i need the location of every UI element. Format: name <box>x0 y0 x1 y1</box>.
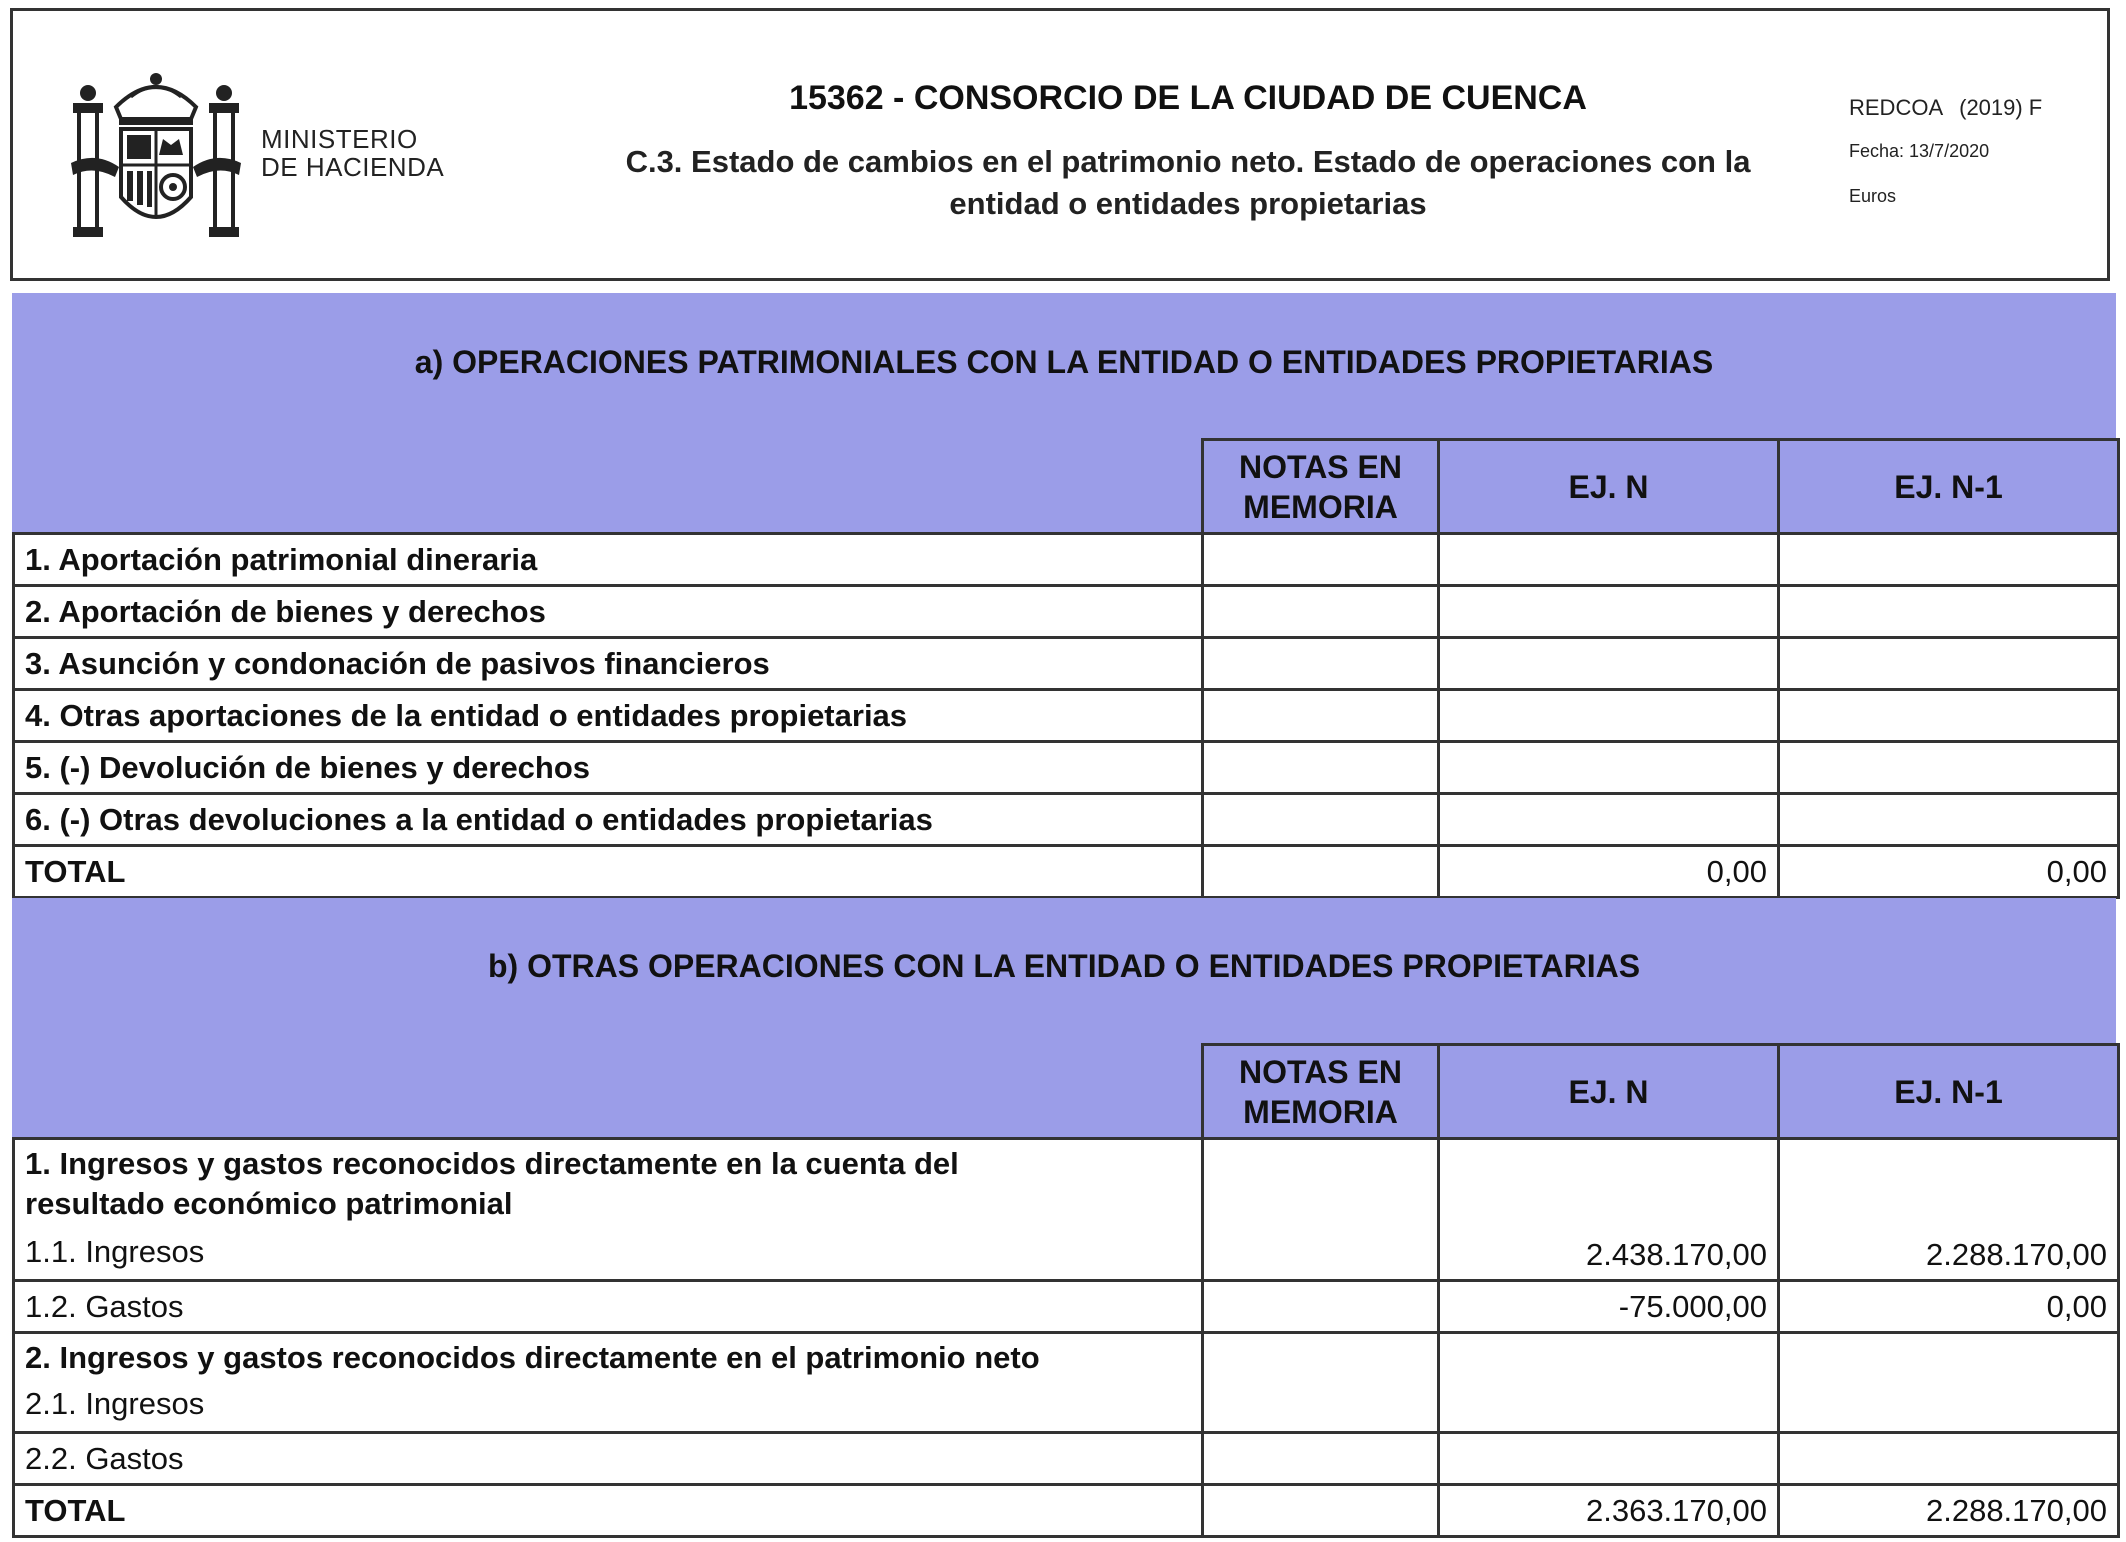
previous-year-column-header: EJ. N-1 <box>1779 440 2119 534</box>
notes-cell <box>1203 1333 1439 1433</box>
notes-cell <box>1203 1139 1439 1281</box>
notes-cell <box>1203 846 1439 898</box>
section-a-table <box>12 438 2120 899</box>
notes-cell <box>1203 1281 1439 1333</box>
current-year-cell <box>1439 794 1779 846</box>
label-column-header <box>14 1045 1203 1139</box>
row-label: 5. (-) Devolución de bienes y derechos <box>14 742 1203 794</box>
notes-column-header <box>1203 440 1439 534</box>
previous-year-cell <box>1779 1333 2119 1433</box>
ministry-name <box>261 125 444 181</box>
previous-year-cell: 2.288.170,00 <box>1779 1139 2119 1281</box>
ministry-line2: DE HACIENDA <box>261 152 445 182</box>
previous-year-column-header: EJ. N-1 <box>1779 1045 2119 1139</box>
group2-label: 2. Ingresos y gastos reconocidos directamente en el patrimonio neto <box>25 1340 1040 1375</box>
table-row <box>14 690 2119 742</box>
table-row <box>14 1139 2119 1281</box>
current-year-cell: -75.000,00 <box>1439 1281 1779 1333</box>
current-year-cell <box>1439 1433 1779 1485</box>
current-year-cell: 2.363.170,00 <box>1439 1485 1779 1537</box>
row-label: TOTAL <box>14 846 1203 898</box>
ministry-line1: MINISTERIO <box>261 124 418 154</box>
section-b-title: b) OTRAS OPERACIONES CON LA ENTIDAD O ENTIDADES PROPIETARIAS <box>487 948 1641 984</box>
notes-header-line1: NOTAS EN <box>1239 448 1402 485</box>
notes-header-line1: NOTAS EN <box>1239 1053 1402 1090</box>
previous-year-cell: 2.288.170,00 <box>1779 1485 2119 1537</box>
previous-year-cell <box>1779 534 2119 586</box>
report-flag: F <box>2028 95 2043 120</box>
group1-label-line1: 1. Ingresos y gastos reconocidos directamente en la cuenta del <box>25 1146 959 1181</box>
total-row <box>14 846 2119 898</box>
previous-year-cell: 0,00 <box>1779 1281 2119 1333</box>
notes-cell <box>1203 690 1439 742</box>
row-label <box>14 1139 1203 1281</box>
statement-title-line2: entidad o entidades propietarias <box>949 186 1427 221</box>
row-label: 4. Otras aportaciones de la entidad o entidades propietarias <box>14 690 1203 742</box>
current-year-cell <box>1439 534 1779 586</box>
current-year-cell <box>1439 586 1779 638</box>
notes-cell <box>1203 1485 1439 1537</box>
row-label: 2. Aportación de bienes y derechos <box>14 586 1203 638</box>
current-year-cell: 2.438.170,00 <box>1439 1139 1779 1281</box>
previous-year-cell <box>1779 690 2119 742</box>
current-year-cell <box>1439 638 1779 690</box>
current-year-column-header: EJ. N <box>1439 1045 1779 1139</box>
label-column-header <box>14 440 1203 534</box>
report-meta <box>1849 95 2042 207</box>
table-row <box>14 794 2119 846</box>
table-row <box>14 1333 2119 1433</box>
table-row <box>14 742 2119 794</box>
row-2-1-label: 2.1. Ingresos <box>25 1386 205 1421</box>
current-year-cell <box>1439 690 1779 742</box>
table-row <box>14 1281 2119 1333</box>
section-b-table <box>12 1043 2120 1538</box>
notes-header-line2: MEMORIA <box>1243 488 1398 525</box>
statement-title-line1: C.3. Estado de cambios en el patrimonio neto. Estado de operaciones con la <box>625 144 1751 179</box>
notes-cell <box>1203 794 1439 846</box>
report-date: Fecha: 13/7/2020 <box>1849 141 1990 161</box>
document-header <box>10 8 2110 281</box>
current-year-cell: 0,00 <box>1439 846 1779 898</box>
table-row <box>14 1433 2119 1485</box>
row-label: 6. (-) Otras devoluciones a la entidad o entidades propietarias <box>14 794 1203 846</box>
row-label: 3. Asunción y condonación de pasivos financieros <box>14 638 1203 690</box>
notes-cell <box>1203 638 1439 690</box>
notes-column-header <box>1203 1045 1439 1139</box>
current-year-cell <box>1439 742 1779 794</box>
notes-cell <box>1203 1433 1439 1485</box>
row-label: 1. Aportación patrimonial dineraria <box>14 534 1203 586</box>
statement-title <box>553 141 1823 225</box>
notes-cell <box>1203 586 1439 638</box>
previous-year-cell <box>1779 1433 2119 1485</box>
previous-year-cell <box>1779 794 2119 846</box>
current-year-column-header: EJ. N <box>1439 440 1779 534</box>
row-1-1-label: 1.1. Ingresos <box>25 1234 205 1269</box>
table-row <box>14 638 2119 690</box>
notes-header-line2: MEMORIA <box>1243 1093 1398 1130</box>
row-label <box>14 1333 1203 1433</box>
coat-of-arms-icon <box>71 67 241 242</box>
row-label: 1.2. Gastos <box>14 1281 1203 1333</box>
current-year-cell <box>1439 1333 1779 1433</box>
notes-cell <box>1203 534 1439 586</box>
redcoa-label: REDCOA <box>1849 95 1944 120</box>
group1-label-line2: resultado económico patrimonial <box>25 1186 513 1221</box>
row-label: 2.2. Gastos <box>14 1433 1203 1485</box>
report-currency: Euros <box>1849 186 1897 206</box>
report-year: (2019) <box>1959 95 2023 120</box>
previous-year-cell <box>1779 742 2119 794</box>
previous-year-cell: 0,00 <box>1779 846 2119 898</box>
table-row <box>14 534 2119 586</box>
previous-year-cell <box>1779 638 2119 690</box>
section-a-title: a) OPERACIONES PATRIMONIALES CON LA ENTIDAD O ENTIDADES PROPIETARIAS <box>414 344 1714 380</box>
notes-cell <box>1203 742 1439 794</box>
total-row <box>14 1485 2119 1537</box>
table-row <box>14 586 2119 638</box>
row-label: TOTAL <box>14 1485 1203 1537</box>
entity-title: 15362 - CONSORCIO DE LA CIUDAD DE CUENCA <box>789 79 1587 117</box>
previous-year-cell <box>1779 586 2119 638</box>
